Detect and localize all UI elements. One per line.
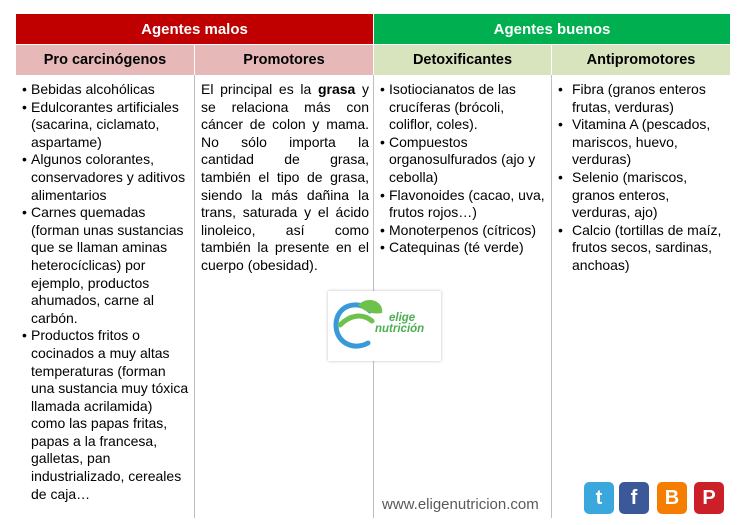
antipromotores-cell — [552, 75, 730, 518]
list-item: • Isotiocianatos de las crucíferas (brócoli, coliflor, coles). — [380, 81, 547, 134]
bad-agents-header: Agentes malos — [16, 14, 374, 44]
column-header-pro-carcinogenos: Pro carcinógenos — [16, 44, 195, 75]
column-header-detoxificantes: Detoxificantes — [374, 44, 552, 75]
list-item: • Catequinas (té verde) — [380, 239, 547, 257]
column-header-antipromotores: Antipromotores — [552, 44, 730, 75]
website-link[interactable]: www.eligenutricion.com — [382, 496, 539, 513]
list-item: • Carnes quemadas (forman unas sustancias que se llaman aminas heterocíclicas) por ejemplo, productos ahumados, carne al carbón. — [22, 204, 190, 327]
detoxificantes-list — [380, 81, 547, 257]
promotores-text-start: El principal es la — [201, 81, 318, 97]
promotores-bold-word: grasa — [317, 81, 356, 97]
elige-nutricion-logo — [328, 291, 441, 361]
column-header-promotores: Promotores — [195, 44, 374, 75]
group-header-row — [16, 14, 730, 44]
blogger-icon[interactable]: B — [657, 482, 687, 514]
twitter-icon[interactable]: t — [584, 482, 614, 514]
list-item: • Algunos colorantes, conservadores y aditivos alimentarios — [22, 151, 190, 204]
list-item: • Productos fritos o cocinados a muy altas temperaturas (forman una sustancia muy tóxica llamada acrilamida) como las papas fritas, papas a la francesa, galletas, pan industrializado, cereales de caja… — [22, 327, 190, 503]
list-item: • Calcio (tortillas de maíz, frutos secos, sardinas, anchoas) — [558, 222, 726, 275]
promotores-text-end: y se relaciona más con cáncer de colon y mama. No sólo importa la cantidad de grasa, también el tipo de grasa, siendo la más dañina la trans, saturada y el ácido linoleico, así como también la presente en el cuerpo (obesidad). — [201, 81, 370, 273]
good-agents-header: Agentes buenos — [374, 14, 730, 44]
antipromotores-list — [558, 81, 726, 275]
pinterest-icon[interactable]: P — [694, 482, 724, 514]
list-item: • Monoterpenos (cítricos) — [380, 222, 547, 240]
list-item: • Bebidas alcohólicas — [22, 81, 190, 99]
list-item: • Fibra (granos enteros frutas, verduras) — [558, 81, 726, 116]
list-item: • Edulcorantes artificiales (sacarina, ciclamato, aspartame) — [22, 99, 190, 152]
logo-text-line1: elige — [389, 312, 416, 324]
pro-carcinogenos-list — [22, 81, 190, 503]
list-item: • Vitamina A (pescados, mariscos, huevo, verduras) — [558, 116, 726, 169]
logo-text-line2: nutrición — [375, 323, 425, 335]
column-header-row — [16, 44, 730, 75]
logo-text — [375, 313, 424, 335]
list-item: • Flavonoides (cacao, uva, frutos rojos…) — [380, 187, 547, 222]
facebook-icon[interactable]: f — [619, 482, 649, 514]
list-item: • Selenio (mariscos, granos enteros, verduras, ajo) — [558, 169, 726, 222]
pro-carcinogenos-cell — [16, 75, 195, 518]
list-item: • Compuestos organosulfurados (ajo y cebolla) — [380, 134, 547, 187]
promotores-paragraph — [201, 81, 369, 275]
cancer-agents-table — [16, 14, 730, 518]
